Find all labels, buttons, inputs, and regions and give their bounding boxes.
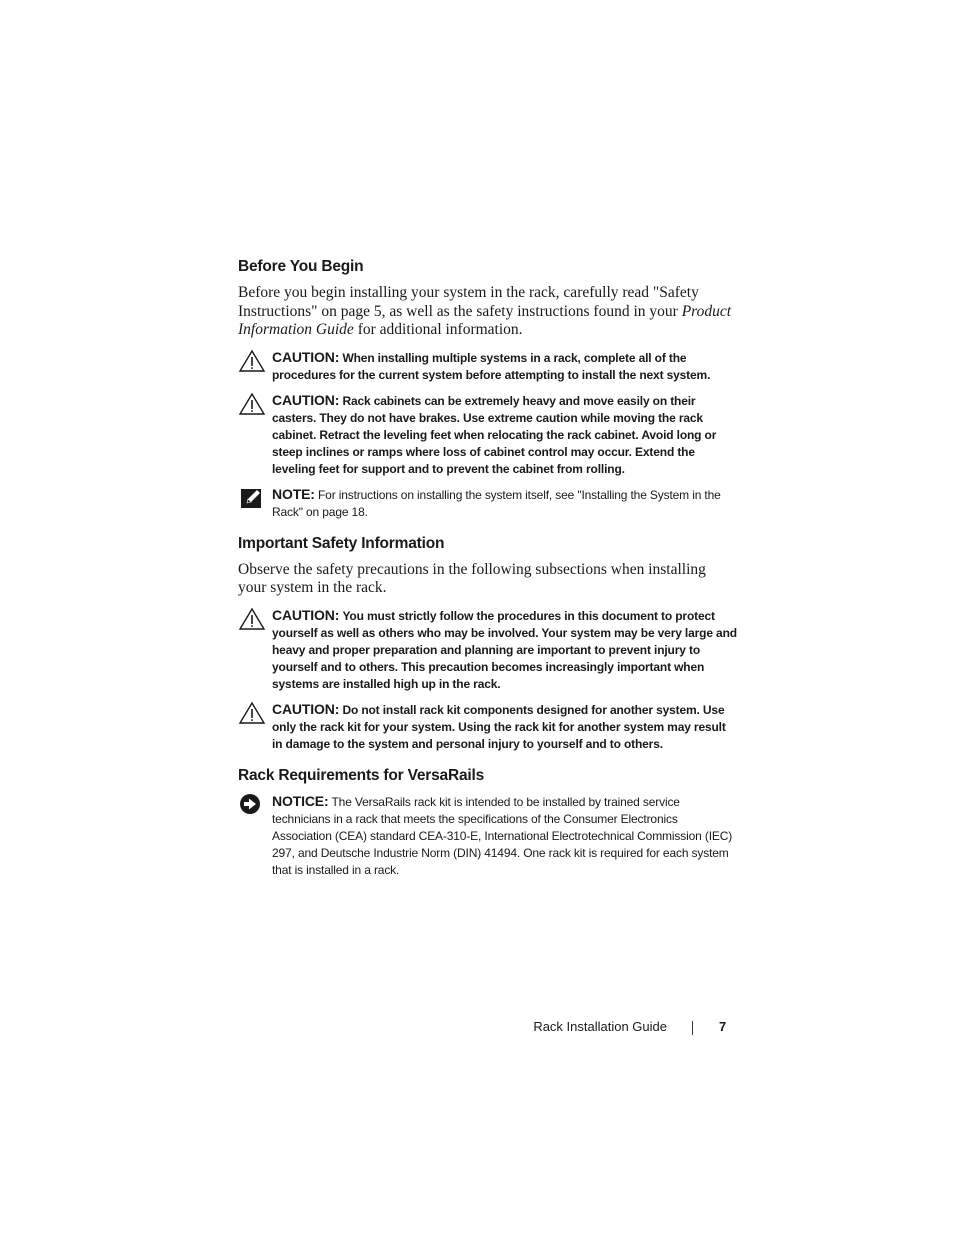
page-footer [0,1019,954,1039]
caution-multiple-systems [238,349,738,384]
caution-rack-kit-components [238,701,738,753]
notice-label: NOTICE: [272,792,329,809]
caution-text: Rack cabinets can be extremely heavy and move easily on their casters. They do not have brakes. Use extreme caution while moving the rack cabinet. Retract the leveling feet when relocating the rack cabinet. Avoid long or steep inclines or ramps where loss of cabinet control may occur. Extend the leveling feet for support and to prevent the cabinet from rolling. [272,393,717,476]
caution-text: When installing multiple systems in a rack, complete all of the procedures for the current system before attempting to install the next system. [272,350,711,382]
heading-before-you-begin: Before You Begin [238,258,364,275]
page-content [238,258,738,887]
intro-text-italic: Product Information Guide [238,302,732,338]
caution-heavy-cabinets [238,392,738,478]
caution-follow-procedures [238,607,738,693]
caution-triangle-icon [238,607,266,631]
caution-label: CAUTION: [272,391,340,408]
caution-label: CAUTION: [272,606,340,623]
note-installing-system [238,486,738,521]
page-number: 7 [719,1019,727,1034]
caution-text: Do not install rack kit components designed for another system. Use only the rack kit for your system. Using the rack kit for another system may result in damage to the system and personal injury to yourself and to others. [272,702,726,751]
note-pencil-icon [238,486,266,510]
caution-triangle-icon [238,392,266,416]
note-label: NOTE: [272,485,315,502]
intro-text-1: Before you begin installing your system in the rack, carefully read "Safety Instructions" on page 5, as well as the safety instructions found in your [238,284,699,320]
intro-paragraph [238,284,738,340]
heading-important-safety: Important Safety Information [238,534,445,552]
footer-title: Rack Installation Guide [533,1019,667,1034]
heading-rack-requirements: Rack Requirements for VersaRails [238,766,485,784]
caution-triangle-icon [238,349,266,373]
footer-separator [692,1021,693,1035]
caution-text: You must strictly follow the procedures in this document to protect yourself as well as others who may be involved. Your system may be very large and heavy and proper preparation and planning are important to prevent injury to yourself and to others. This precaution becomes increasingly important when systems are installed high up in the rack. [272,608,737,691]
notice-versarails [238,793,738,879]
caution-triangle-icon [238,701,266,725]
note-text: For instructions on installing the system itself, see "Installing the System in the Rack" on page 18. [272,487,721,519]
safety-paragraph: Observe the safety precautions in the following subsections when installing your system in the rack. [238,560,706,596]
caution-label: CAUTION: [272,700,340,717]
notice-text: The VersaRails rack kit is intended to be installed by trained service technicians in a rack that meets the specifications of the Consumer Electronics Association (CEA) standard CEA-310-E, International Electrotechnical Commission (IEC) 297, and Deutsche Industrie Norm (DIN) 41494. One rack kit is required for each system that is installed in a rack. [272,794,733,877]
caution-label: CAUTION: [272,348,340,365]
intro-text-2: for additional information. [353,321,523,338]
notice-arrow-icon [238,793,266,817]
